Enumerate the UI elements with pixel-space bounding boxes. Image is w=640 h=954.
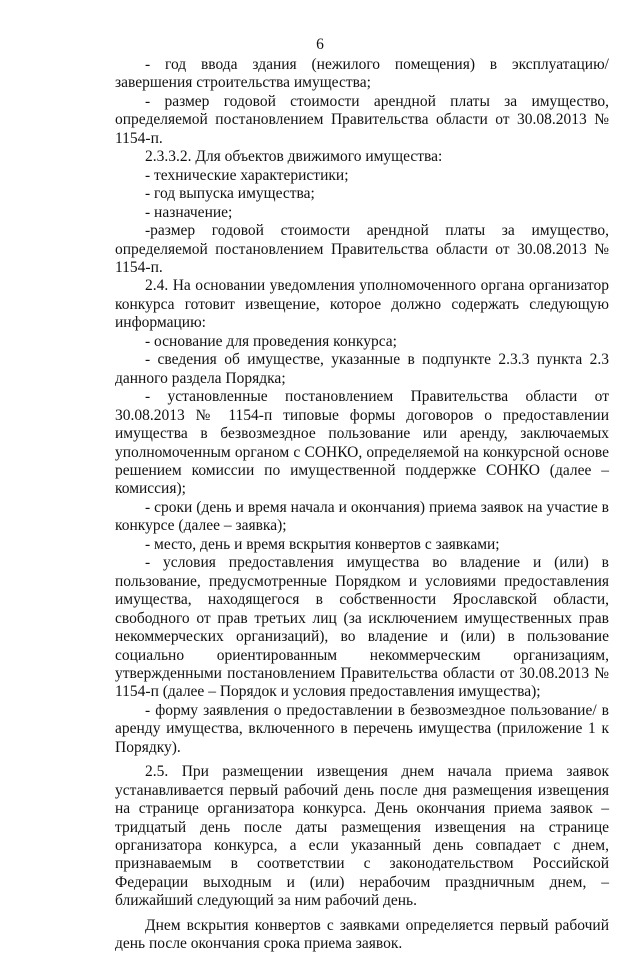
paragraph: -размер годовой стоимости арендной платы за имущество, определяемой постановлением Правительства области от 30.08.2013 № 1154-п. (115, 222, 609, 276)
document-body (115, 56, 609, 954)
paragraph: - сведения об имуществе, указанные в подпункте 2.3.3 пункта 2.3 данного раздела Порядка; (115, 351, 609, 387)
paragraph: - место, день и время вскрытия конвертов с заявками; (145, 535, 500, 553)
paragraph: - условия предоставления имущества во владение и (или) в пользование, предусмотренные Порядком и условиями предоставления имущества, находящегося в собственности Ярославской области, свободного от прав третьих лиц (за исключением имущественных прав некоммерческих организаций), во владение и (или) в пользование социально ориентированным некоммерческим организациям, утвержденными постановлением Правительства области от 30.08.2013 № 1154-п (далее – Порядок и условия предоставления имущества); (115, 554, 609, 701)
paragraph: - установленные постановлением Правительства области от 30.08.2013 № 1154-п типовые формы договоров о предоставлении имущества в безвозмездное пользование или аренду, заключаемых уполномоченным органом с СОНКО, определяемой на конкурсной основе решением комиссии по имущественной поддержке СОНКО (далее – комиссия); (115, 388, 609, 498)
paragraph: Днем вскрытия конвертов с заявками определяется первый рабочий день после окончания срока приема заявок. (115, 916, 609, 953)
paragraph: 2.3.3.2. Для объектов движимого имущества: (145, 148, 443, 166)
paragraph: - год ввода здания (нежилого помещения) в эксплуатацию/ завершения строительства имущества; (115, 56, 609, 92)
paragraph: 2.4. На основании уведомления уполномоченного органа организатор конкурса готовит извещение, которое должно содержать следующую информацию: (115, 277, 609, 332)
paragraph: - форму заявления о предоставлении в безвозмездное пользование/ в аренду имущества, включенного в перечень имущества (приложение 1 к Порядку). (115, 701, 609, 756)
paragraph: - год выпуска имущества; (145, 185, 315, 203)
paragraph: - основание для проведения конкурса; (145, 332, 397, 350)
paragraph: - сроки (день и время начала и окончания) приема заявок на участие в конкурсе (далее – заявка); (115, 498, 609, 535)
paragraph: - технические характеристики; (145, 166, 349, 184)
paragraph: 2.5. При размещении извещения днем начала приема заявок устанавливается первый рабочий день после дня размещения извещения на странице организатора конкурса. День окончания приема заявок – тридцатый день после даты размещения извещения на странице организатора конкурса, а если указанный день совпадает с днем, признаваемым в соответствии с законодательством Российской Федерации выходным и (или) нерабочим праздничным днем, – ближайший следующий за ним рабочий день. (115, 763, 609, 910)
paragraph: - назначение; (145, 203, 233, 221)
page-number: 6 (316, 36, 324, 53)
paragraph: - размер годовой стоимости арендной платы за имущество, определяемой постановлением Правительства области от 30.08.2013 № 1154-п. (115, 92, 609, 147)
